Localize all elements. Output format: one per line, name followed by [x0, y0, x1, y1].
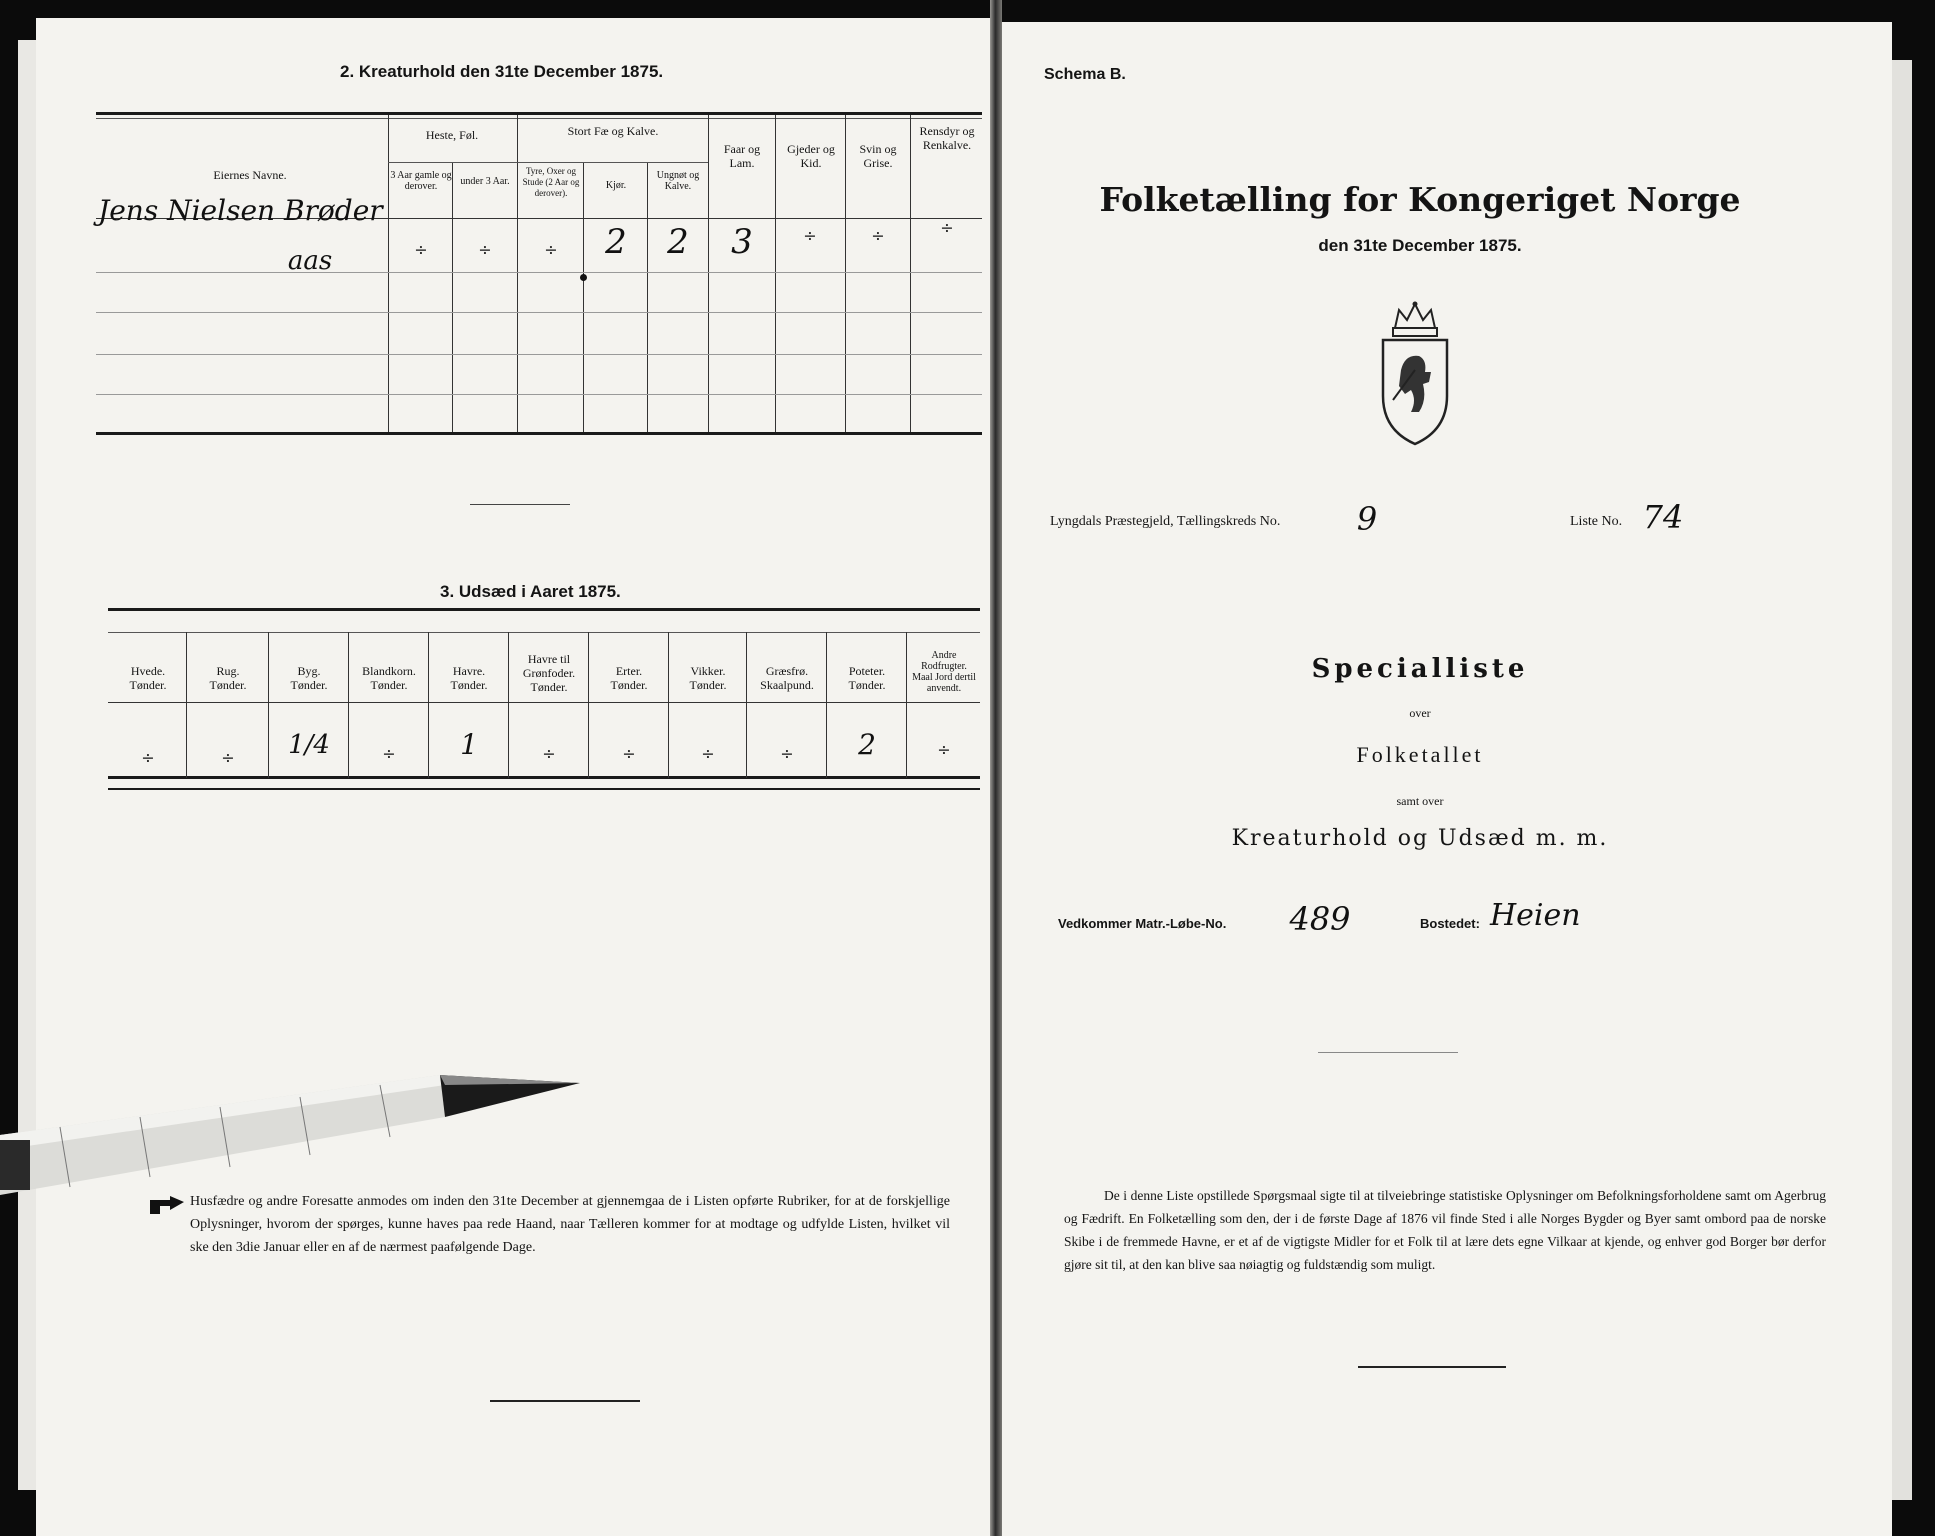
- graesfro-header: Græsfrø. Skaalpund.: [760, 664, 814, 692]
- vikker-header: Vikker. Tønder.: [689, 664, 727, 692]
- samt-over-text: samt over: [1396, 794, 1444, 808]
- bosted-value: Heien: [1490, 898, 1581, 933]
- havre-header: Havre. Tønder.: [450, 664, 488, 692]
- val-havre: 1: [460, 728, 478, 761]
- matr-line: [1058, 900, 1818, 950]
- section3-bottom-rule: [108, 776, 980, 779]
- ink-dot: [580, 274, 587, 281]
- kreaturhold-text: Kreaturhold og Udsæd m. m.: [1231, 826, 1609, 851]
- matr-no: 489: [1289, 900, 1351, 938]
- val-havre-gronfoder: ÷: [542, 744, 556, 763]
- section3-title: 3. Udsæd i Aaret 1875.: [440, 582, 621, 601]
- val-graesfro: ÷: [780, 744, 794, 763]
- val-erter: ÷: [622, 744, 636, 763]
- page-stack-right: [1890, 60, 1912, 1500]
- specialliste-title: Specialliste: [1311, 654, 1529, 684]
- section2-top-rule: [96, 112, 982, 115]
- left-bottom-rule: [490, 1400, 640, 1402]
- val-vikker: ÷: [701, 744, 715, 763]
- sub-header-ungnot: Ungnøt og Kalve.: [656, 170, 700, 192]
- page-stack-left: [18, 40, 36, 1490]
- over-text: over: [1409, 706, 1431, 720]
- divider: [470, 504, 570, 505]
- byg-header: Byg. Tønder.: [290, 664, 328, 692]
- svin-header: Svin og Grise.: [859, 142, 897, 170]
- matr-label: Vedkommer Matr.-Løbe-No.: [1058, 916, 1227, 931]
- andre-rodfrugter-header: Andre Rodfrugter. Maal Jord dertil anvendt.: [912, 650, 976, 694]
- owner-name-2: aas: [287, 246, 333, 276]
- val-3aar: ÷: [414, 240, 428, 259]
- faar-header: Faar og Lam.: [723, 142, 761, 170]
- stort-fae-header: Stort Fæ og Kalve.: [567, 124, 659, 138]
- rug-header: Rug. Tønder.: [209, 664, 247, 692]
- explanation-text: De i denne Liste opstillede Spørgsmaal sigte til at tilveiebringe statistiske Oplysninger om Befolkningsforholdene samt om Agerbrug og Fædrift. En Folketælling som den, der i de første Dage af 1876 vil finde Sted i alle Norges Bygder og Byer samt ombord paa de norske Skibe i de fremmede Havne, er et af de vigtigste Midler for et Folk til at lære dets egne Vilkaar at kjende, og enhver god Borger bør derfor gjøre sit til, at den kan blive saa nøiagtig og fuldstændig som muligt.: [1064, 1188, 1826, 1272]
- section2-title: 2. Kreaturhold den 31te December 1875.: [340, 62, 664, 81]
- coat-of-arms-icon: [1375, 300, 1455, 450]
- liste-label: Liste No.: [1570, 514, 1623, 529]
- right-divider: [1318, 1052, 1458, 1053]
- val-andre-rodfrugter: ÷: [937, 740, 951, 759]
- havre-gronfoder-header: Havre til Grønfoder. Tønder.: [522, 652, 576, 694]
- val-ungnot: 2: [667, 222, 689, 262]
- notice-text: Husfædre og andre Foresatte anmodes om inden den 31te December at gjennemgaa de i Listen opførte Rubriker, for at de forskjellige Oplysninger, hvorom der spørges, kunne haves paa rede Haand, naar Tælleren kommer for at modtage og udfylde Listen, hvilket vil ske den 3die Januar eller en af de nærmest paafølgende Dage.: [190, 1194, 950, 1255]
- val-svin: ÷: [871, 226, 885, 245]
- hvede-header: Hvede. Tønder.: [129, 664, 167, 692]
- sub-header-tyre: Tyre, Oxer og Stude (2 Aar og derover).: [522, 166, 580, 198]
- bosted-label: Bostedet:: [1420, 916, 1480, 931]
- schema-label: Schema B.: [1044, 66, 1126, 83]
- pen-image: [0, 1055, 600, 1205]
- owner-name: Jens Nielsen Brøder: [98, 194, 383, 227]
- section2-bottom-rule: [96, 432, 982, 435]
- sub-header-3aar: 3 Aar gamle og derover.: [390, 170, 452, 192]
- sub-header-kjor: Kjør.: [605, 180, 627, 191]
- parish-line: [1050, 498, 1850, 546]
- blandkorn-header: Blandkorn. Tønder.: [362, 664, 416, 692]
- owner-col-header: Eiernes Navne.: [213, 168, 287, 182]
- val-rensdyr: ÷: [940, 218, 954, 237]
- val-poteter: 2: [858, 728, 876, 761]
- val-gjeder: ÷: [803, 226, 817, 245]
- sub-header-under3: under 3 Aar.: [460, 176, 510, 187]
- val-rug: ÷: [221, 748, 235, 767]
- liste-no: 74: [1642, 498, 1684, 536]
- erter-header: Erter. Tønder.: [610, 664, 648, 692]
- val-kjor: 2: [605, 222, 627, 262]
- val-byg: 1/4: [288, 730, 330, 760]
- right-bottom-rule: [1358, 1366, 1506, 1368]
- main-title: Folketælling for Kongeriget Norge: [1099, 180, 1741, 219]
- val-hvede: ÷: [141, 748, 155, 767]
- tellingskreds-no: 9: [1356, 500, 1378, 538]
- gutter: [990, 0, 1002, 1536]
- val-under3: ÷: [478, 240, 492, 259]
- rensdyr-header: Rensdyr og Renkalve.: [919, 124, 975, 152]
- val-blandkorn: ÷: [382, 744, 396, 763]
- poteter-header: Poteter. Tønder.: [848, 664, 886, 692]
- gjeder-header: Gjeder og Kid.: [787, 142, 835, 170]
- heste-header: Heste, Føl.: [425, 128, 479, 142]
- val-faar: 3: [731, 222, 753, 262]
- parish-label: Lyngdals Præstegjeld, Tællingskreds No.: [1050, 514, 1281, 529]
- folketallet-text: Folketallet: [1356, 742, 1484, 767]
- section3-top-rule: [108, 608, 980, 611]
- census-date: den 31te December 1875.: [1318, 236, 1522, 255]
- val-tyre: ÷: [544, 240, 558, 259]
- pointing-hand-icon: [150, 1196, 184, 1214]
